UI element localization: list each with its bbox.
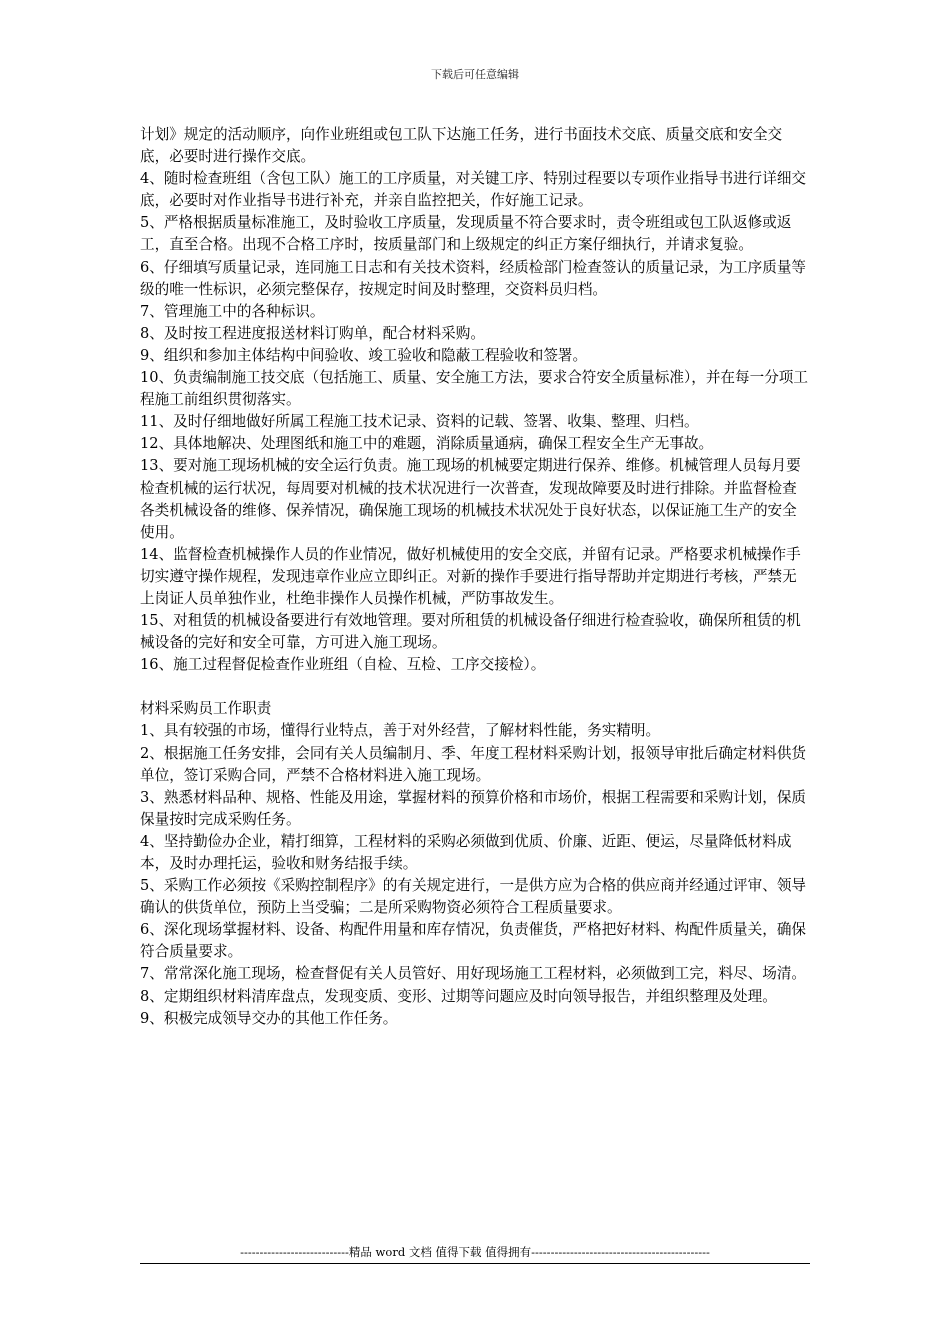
page-header: 下载后可任意编辑 [431, 68, 519, 81]
paragraph: 14、监督检查机械操作人员的作业情况，做好机械使用的安全交底，并留有记录。严格要求机械操作手切实遵守操作规程，发现违章作业应立即纠正。对新的操作手要进行指导帮助并定期进行考核，严禁无上岗证人员单独作业，杜绝非操作人员操作机械，严防事故发生。 [140, 545, 801, 607]
paragraph: 3、熟悉材料品种、规格、性能及用途，掌握材料的预算价格和市场价，根据工程需要和采购计划，保质保量按时完成采购任务。 [140, 788, 807, 828]
paragraph: 11、及时仔细地做好所属工程施工技术记录、资料的记载、签署、收集、整理、归档。 [140, 413, 699, 431]
section-spacer [140, 676, 810, 698]
paragraph: 6、仔细填写质量记录，连同施工日志和有关技术资料，经质检部门检查签认的质量记录，为工序质量等级的唯一性标识，必须完整保存，按规定时间及时整理，交资料员归档。 [140, 258, 807, 298]
paragraph: 2、根据施工任务安排，会同有关人员编制月、季、年度工程材料采购计划，报领导审批后确定材料供货单位，签订采购合同，严禁不合格材料进入施工现场。 [140, 744, 807, 784]
paragraph: 8、定期组织材料清库盘点，发现变质、变形、过期等问题应及时向领导报告，并组织整理及处理。 [140, 987, 777, 1005]
paragraph: 8、及时按工程进度报送材料订购单，配合材料采购。 [140, 324, 485, 342]
paragraph: 5、采购工作必须按《采购控制程序》的有关规定进行，一是供方应为合格的供应商并经通过评审、领导确认的供货单位，预防上当受骗；二是所采购物资必须符合工程质量要求。 [140, 877, 807, 917]
paragraph: 7、常常深化施工现场，检查督促有关人员管好、用好现场施工工程材料，必须做到工完，料尽、场清。 [140, 965, 807, 983]
paragraph: 5、严格根据质量标准施工，及时验收工序质量，发现质量不符合要求时，责令班组或包工队返修或返工，直至合格。出现不合格工序时，按质量部门和上级规定的纠正方案仔细执行，并请求复验。 [140, 214, 792, 254]
paragraph: 13、要对施工现场机械的安全运行负责。施工现场的机械要定期进行保养、维修。机械管理人员每月要检查机械的运行状况，每周要对机械的技术状况进行一次普查，发现故障要及时进行排除。并监督检查各类机械设备的维修、保养情况，确保施工现场的机械技术状况处于良好状态，以保证施工生产的安全使用。 [140, 457, 801, 541]
section-site-engineer-duties [140, 124, 810, 676]
paragraph: 16、施工过程督促检查作业班组（自检、互检、工序交接检）。 [140, 656, 546, 674]
section-purchaser-duties [140, 698, 810, 1029]
section-title: 材料采购员工作职责 [140, 700, 272, 718]
paragraph: 4、坚持勤俭办企业，精打细算，工程材料的采购必须做到优质、价廉、近距、便运，尽量降低材料成本，及时办理托运，验收和财务结报手续。 [140, 832, 792, 872]
document-body [140, 124, 810, 1030]
paragraph: 6、深化现场掌握材料、设备、构配件用量和库存情况，负责催货，严格把好材料、构配件质量关，确保符合质量要求。 [140, 921, 807, 961]
paragraph: 9、组织和参加主体结构中间验收、竣工验收和隐蔽工程验收和签署。 [140, 346, 588, 364]
footer-divider [140, 1263, 810, 1264]
page-footer: ----------------------------精品 word 文档 值得下载 值得拥有---------------------------------------------- [240, 1245, 710, 1259]
paragraph: 12、具体地解决、处理图纸和施工中的难题，消除质量通病，确保工程安全生产无事故。 [140, 435, 714, 453]
paragraph: 10、负责编制施工技交底（包括施工、质量、安全施工方法，要求合符安全质量标准），并在每一分项工程施工前组织贯彻落实。 [140, 369, 808, 409]
paragraph: 7、管理施工中的各种标识。 [140, 302, 325, 320]
paragraph: 9、积极完成领导交办的其他工作任务。 [140, 1009, 398, 1027]
paragraph: 4、随时检查班组（含包工队）施工的工序质量，对关键工序、特别过程要以专项作业指导书进行详细交底，必要时对作业指导书进行补充，并亲自监控把关，作好施工记录。 [140, 170, 807, 210]
paragraph: 15、对租赁的机械设备要进行有效地管理。要对所租赁的机械设备仔细进行检查验收，确保所租赁的机械设备的完好和安全可靠，方可进入施工现场。 [140, 612, 801, 652]
paragraph: 1、具有较强的市场，懂得行业特点，善于对外经营，了解材料性能，务实精明。 [140, 722, 661, 740]
paragraph: 计划》规定的活动顺序，向作业班组或包工队下达施工任务，进行书面技术交底、质量交底和安全交底，必要时进行操作交底。 [140, 126, 783, 166]
